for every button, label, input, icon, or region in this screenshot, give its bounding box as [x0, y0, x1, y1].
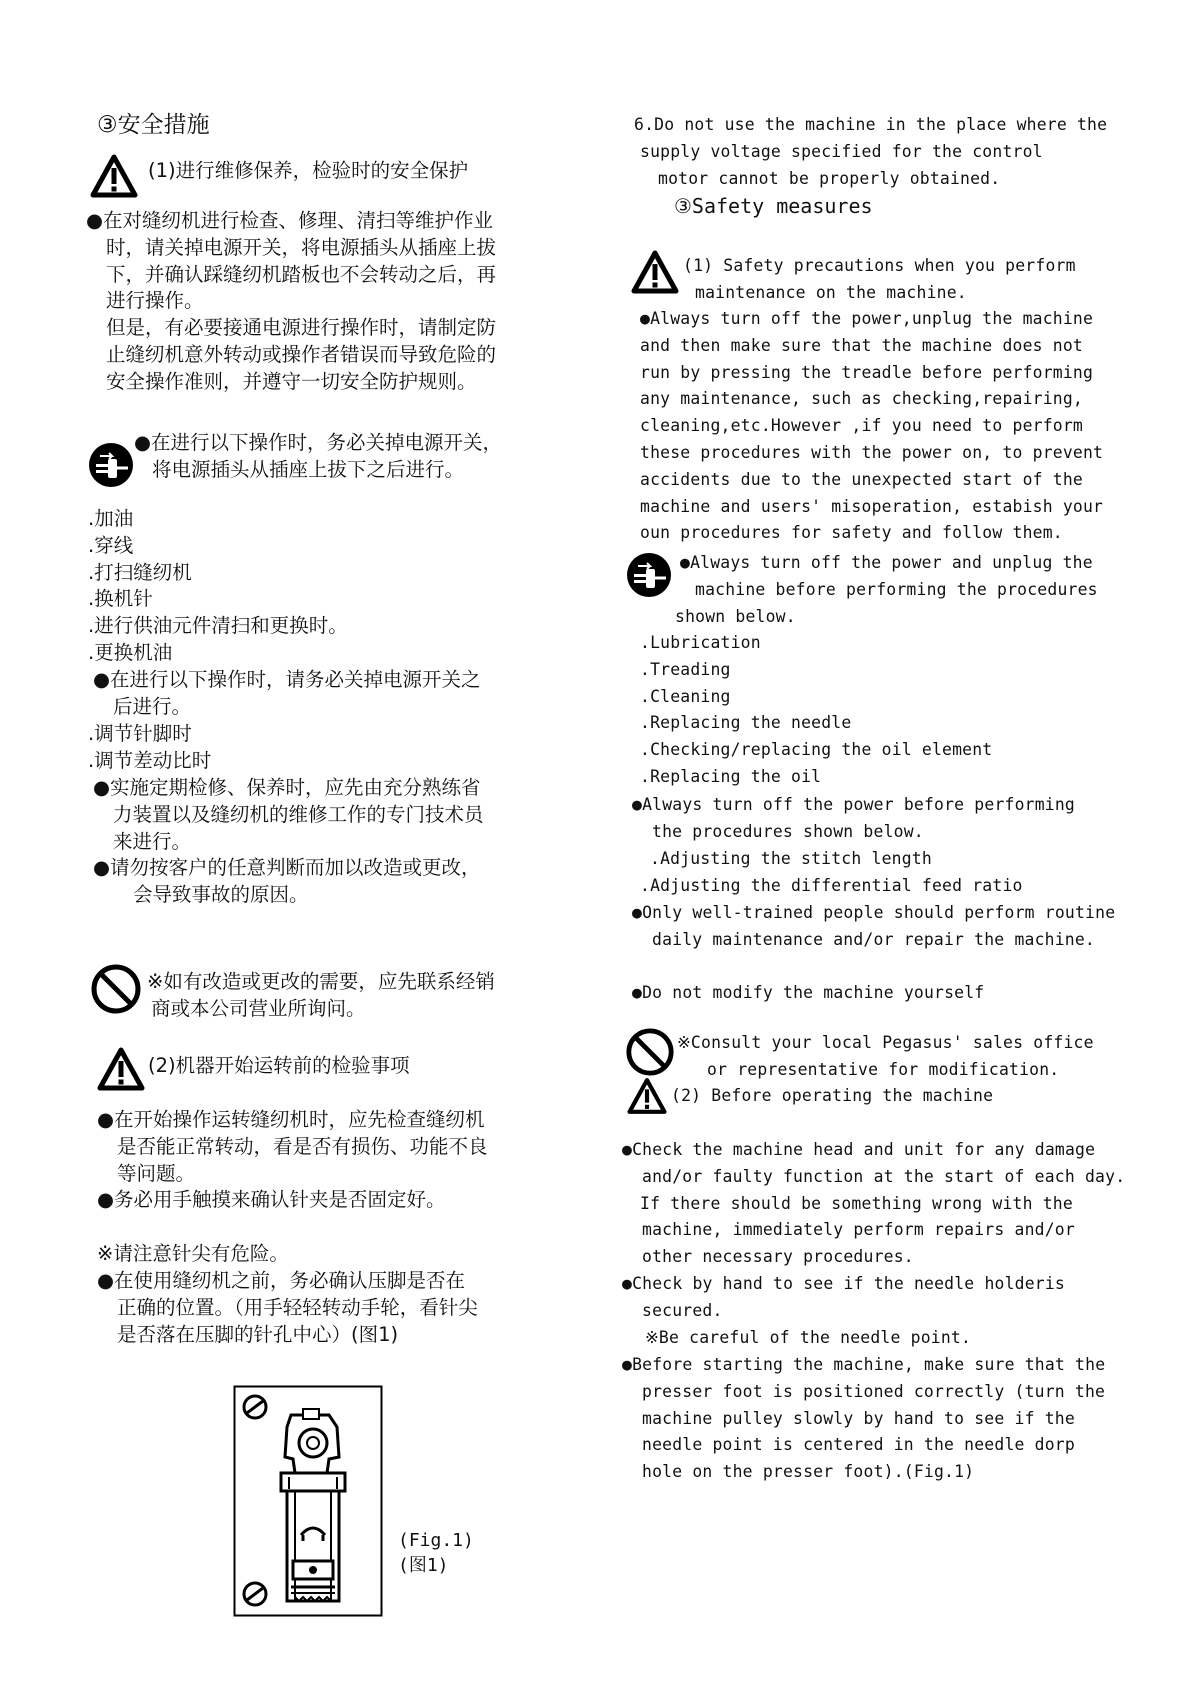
unplug-note-cn	[134, 430, 502, 484]
presser-foot-figure	[233, 1385, 383, 1617]
modify-note-cn	[147, 969, 495, 1023]
list-item: .Cleaning	[640, 686, 731, 706]
text-line: 是否能正常转动，看是否有损伤、功能不良	[117, 1134, 488, 1158]
text-line: or representative for modification.	[707, 1059, 1060, 1079]
warning-triangle-icon	[627, 1077, 667, 1115]
text-line: accidents due to the unexpected start of the	[640, 469, 1083, 489]
warning-triangle-icon	[631, 250, 679, 294]
text-line: 会导致事故的原因。	[133, 882, 309, 906]
list-item: .加油	[88, 507, 134, 530]
paragraph-presser-foot-en	[622, 1352, 1105, 1486]
list-item: .打扫缝纫机	[88, 560, 192, 584]
text-line: ●Check by hand to see if the needle holderis	[622, 1274, 1065, 1293]
list-item: .调节差动比时	[88, 748, 212, 772]
text-line: 来进行。	[113, 829, 192, 853]
text-line: and then make sure that the machine does not	[640, 335, 1083, 355]
text-line: 等问题。	[117, 1161, 196, 1185]
text-line: 将电源插头从插座上拔下之后进行。	[152, 457, 465, 481]
list-item: .更换机油	[88, 640, 173, 664]
text-line: supply voltage specified for the control	[640, 141, 1043, 161]
unplug-icon	[88, 442, 134, 488]
figure-label-en: (Fig.1)	[398, 1530, 474, 1551]
text-line: ●Before starting the machine, make sure that the	[622, 1355, 1106, 1374]
text-line: ●在使用缝纫机之前，务必确认压脚是否在	[97, 1269, 466, 1292]
text-line: ●Always turn off the power and unplug the	[680, 553, 1093, 572]
text-line: run by pressing the treadle before performing	[640, 362, 1094, 382]
unplug-icon	[626, 552, 672, 598]
text-line: machine and users' misoperation, estabish your	[640, 496, 1104, 516]
text-line: 商或本公司营业所询问。	[151, 996, 366, 1020]
text-line: these procedures with the power on, to prevent	[640, 442, 1104, 462]
list-item: .Adjusting the stitch length	[650, 849, 932, 868]
operations-list-1-en	[640, 630, 992, 791]
list-item: .调节针脚时	[88, 722, 192, 745]
text-line: 正确的位置。（用手轻轻转动手轮，看针尖	[117, 1295, 478, 1319]
item6-en	[634, 112, 1107, 192]
text-line: machine before performing the procedures	[695, 579, 1098, 599]
text-line: 力装置以及缝纫机的维修工作的专门技术员	[113, 802, 484, 826]
section-title-en: ③Safety measures	[674, 194, 873, 218]
unplug-note-en	[675, 550, 1098, 630]
text-line: daily maintenance and/or repair the machine.	[652, 929, 1095, 949]
paragraph-inspection-cn	[93, 775, 484, 855]
text-line: ●Check the machine head and unit for any damage	[622, 1140, 1096, 1159]
paragraph-training-en	[632, 900, 1115, 954]
list-item: .Lubrication	[640, 633, 761, 652]
sub2-title-cn: (2)机器开始运转前的检验事项	[148, 1054, 410, 1077]
text-line: ※如有改造或更改的需要，应先联系经销	[147, 970, 495, 993]
operations-list-2-cn	[88, 721, 211, 775]
modify-note-en	[677, 1030, 1094, 1084]
text-line: ●Only well-trained people should perform routine	[632, 903, 1116, 922]
text-line: needle point is centered in the needle dorp	[642, 1435, 1075, 1455]
text-line: secured.	[642, 1300, 723, 1320]
text-line: 时，请关掉电源开关，将电源插头从插座上拔	[106, 235, 497, 259]
text-line: oun procedures for safety and follow them.	[640, 523, 1063, 543]
text-line: ●Always turn off the power before performing	[632, 795, 1075, 814]
paragraph-needle-holder-cn: ●务必用手触摸来确认针夹是否固定好。	[97, 1188, 446, 1211]
sub1-title-en	[683, 253, 1076, 307]
text-line: presser foot is positioned correctly (turn the	[642, 1381, 1106, 1401]
prohibited-icon	[90, 963, 142, 1015]
operations-list-1-cn	[88, 506, 348, 667]
text-line: 进行操作。	[106, 289, 204, 313]
warning-triangle-icon	[90, 154, 138, 198]
text-line: 后进行。	[113, 694, 192, 718]
text-line: 止缝纫机意外转动或操作者错误而导致危险的	[106, 342, 497, 366]
text-line: If there should be something wrong with the	[640, 1193, 1073, 1213]
text-line: shown below.	[675, 606, 796, 626]
text-line: ●实施定期检修、保养时，应先由充分熟练省	[93, 776, 481, 799]
text-line: other necessary procedures.	[642, 1247, 914, 1267]
list-item: .进行供油元件清扫和更换时。	[88, 614, 348, 638]
list-item: .Adjusting the differential feed ratio	[640, 875, 1023, 895]
text-line: (1) Safety precautions when you perform	[683, 256, 1076, 275]
text-line: the procedures shown below.	[652, 821, 924, 841]
text-line: cleaning,etc.However ,if you need to perform	[640, 416, 1083, 436]
paragraph-check-en	[622, 1137, 1125, 1271]
text-line: ●Always turn off the power,unplug the machine	[640, 309, 1094, 328]
operations-list-2-en	[640, 846, 1023, 900]
power-note-cn	[93, 667, 481, 721]
list-item: .Treading	[640, 659, 731, 679]
paragraph-needle-holder-en	[622, 1271, 1065, 1325]
needle-caution-cn: ※请注意针尖有危险。	[97, 1242, 289, 1265]
text-line: ●在开始操作运转缝纫机时，应先检查缝纫机	[97, 1108, 485, 1131]
paragraph-presser-foot-cn	[97, 1268, 478, 1348]
power-note-en	[632, 792, 1075, 846]
needle-caution-en: ※Be careful of the needle point.	[645, 1328, 972, 1347]
text-line: 但是，有必要接通电源进行操作时，请制定防	[106, 316, 497, 340]
warning-triangle-icon	[97, 1047, 145, 1091]
prohibited-icon	[625, 1027, 675, 1077]
text-line: machine, immediately perform repairs and/or	[642, 1220, 1075, 1240]
sub2-title-en: (2) Before operating the machine	[671, 1086, 994, 1105]
text-line: 下，并确认踩缝纫机踏板也不会转动之后，再	[106, 262, 497, 286]
text-line: ●请勿按客户的任意判断而加以改造或更改，	[93, 856, 481, 879]
paragraph-modify-en: ●Do not modify the machine yourself	[632, 983, 985, 1002]
text-line: maintenance on the machine.	[695, 282, 967, 302]
paragraph-check-cn	[97, 1107, 488, 1187]
text-line: ●在进行以下操作时，务必关掉电源开关，	[134, 431, 503, 454]
text-line: 安全操作准则，并遵守一切安全防护规则。	[106, 369, 477, 393]
list-item: .Replacing the needle	[640, 713, 852, 733]
sub1-title-cn: (1)进行维修保养，检验时的安全保护	[148, 159, 469, 182]
paragraph-modify-cn	[93, 855, 481, 909]
figure-label-cn: (图1)	[398, 1555, 449, 1576]
paragraph-maintenance-cn	[86, 208, 496, 396]
list-item: .Checking/replacing the oil element	[640, 740, 993, 760]
text-line: and/or faulty function at the start of each day.	[642, 1166, 1126, 1186]
text-line: ※Consult your local Pegasus' sales office	[677, 1033, 1094, 1052]
list-item: .Replacing the oil	[640, 766, 822, 786]
list-item: .穿线	[88, 533, 134, 557]
text-line: machine pulley slowly by hand to see if the	[642, 1408, 1075, 1428]
text-line: ●在进行以下操作时，请务必关掉电源开关之	[93, 668, 481, 691]
text-line: 是否落在压脚的针孔中心）(图1)	[117, 1322, 399, 1346]
text-line: any maintenance, such as checking,repairing,	[640, 389, 1083, 409]
text-line: ●在对缝纫机进行检查、修理、清扫等维护作业	[86, 209, 494, 232]
list-item: .换机针	[88, 587, 153, 611]
section-title-cn: ③安全措施	[97, 112, 210, 138]
paragraph-maintenance-en	[640, 306, 1103, 547]
text-line: 6.Do not use the machine in the place where the	[634, 115, 1108, 134]
text-line: hole on the presser foot).(Fig.1)	[642, 1462, 975, 1482]
text-line: motor cannot be properly obtained.	[658, 168, 1001, 188]
